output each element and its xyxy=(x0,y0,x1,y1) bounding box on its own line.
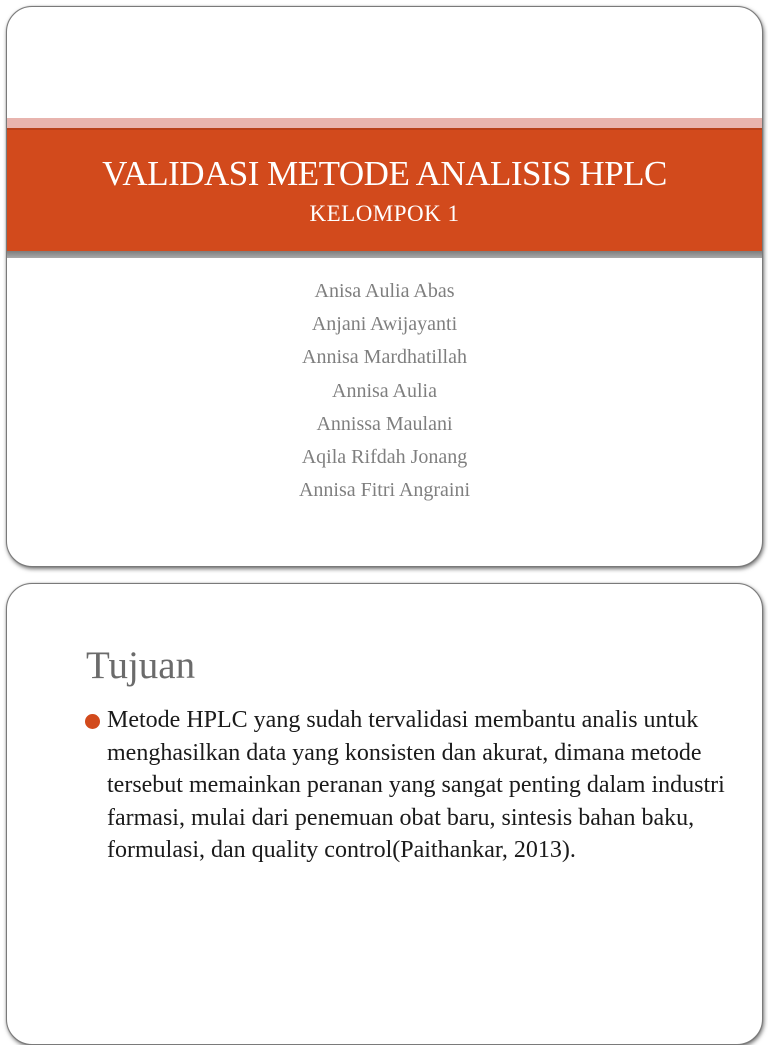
member-name: Anjani Awijayanti xyxy=(311,313,458,336)
bullet-dot-icon xyxy=(85,714,100,729)
bullet-item xyxy=(85,704,735,867)
member-name: Annisa Aulia xyxy=(332,379,437,402)
member-name: Annisa Mardhatillah xyxy=(302,346,467,369)
member-name: Annisa Fitri Angraini xyxy=(298,479,471,502)
slide-heading: Tujuan xyxy=(86,644,196,687)
slide-title: VALIDASI METODE ANALISIS HPLC xyxy=(102,154,667,193)
title-slide[interactable] xyxy=(6,6,763,567)
title-band-bottom-accent xyxy=(7,251,762,258)
title-band xyxy=(7,128,762,253)
member-name: Anisa Aulia Abas xyxy=(314,280,455,302)
slide-subtitle: KELOMPOK 1 xyxy=(309,201,460,226)
title-band-top-accent xyxy=(7,118,762,128)
bullet-text: Metode HPLC yang sudah tervalidasi membantu analis untuk menghasilkan data yang konsisten dan akurat, dimana metode tersebut memainkan peranan yang sangat penting dalam industri farmasi, mulai dari penemuan obat baru, sintesis bahan baku, formulasi, dan quality control(Paithankar, 2013). xyxy=(107,707,725,863)
content-slide[interactable] xyxy=(6,583,763,1045)
member-name: Aqila Rifdah Jonang xyxy=(301,446,468,469)
member-name: Annissa Maulani xyxy=(316,412,453,435)
member-list xyxy=(7,275,762,507)
